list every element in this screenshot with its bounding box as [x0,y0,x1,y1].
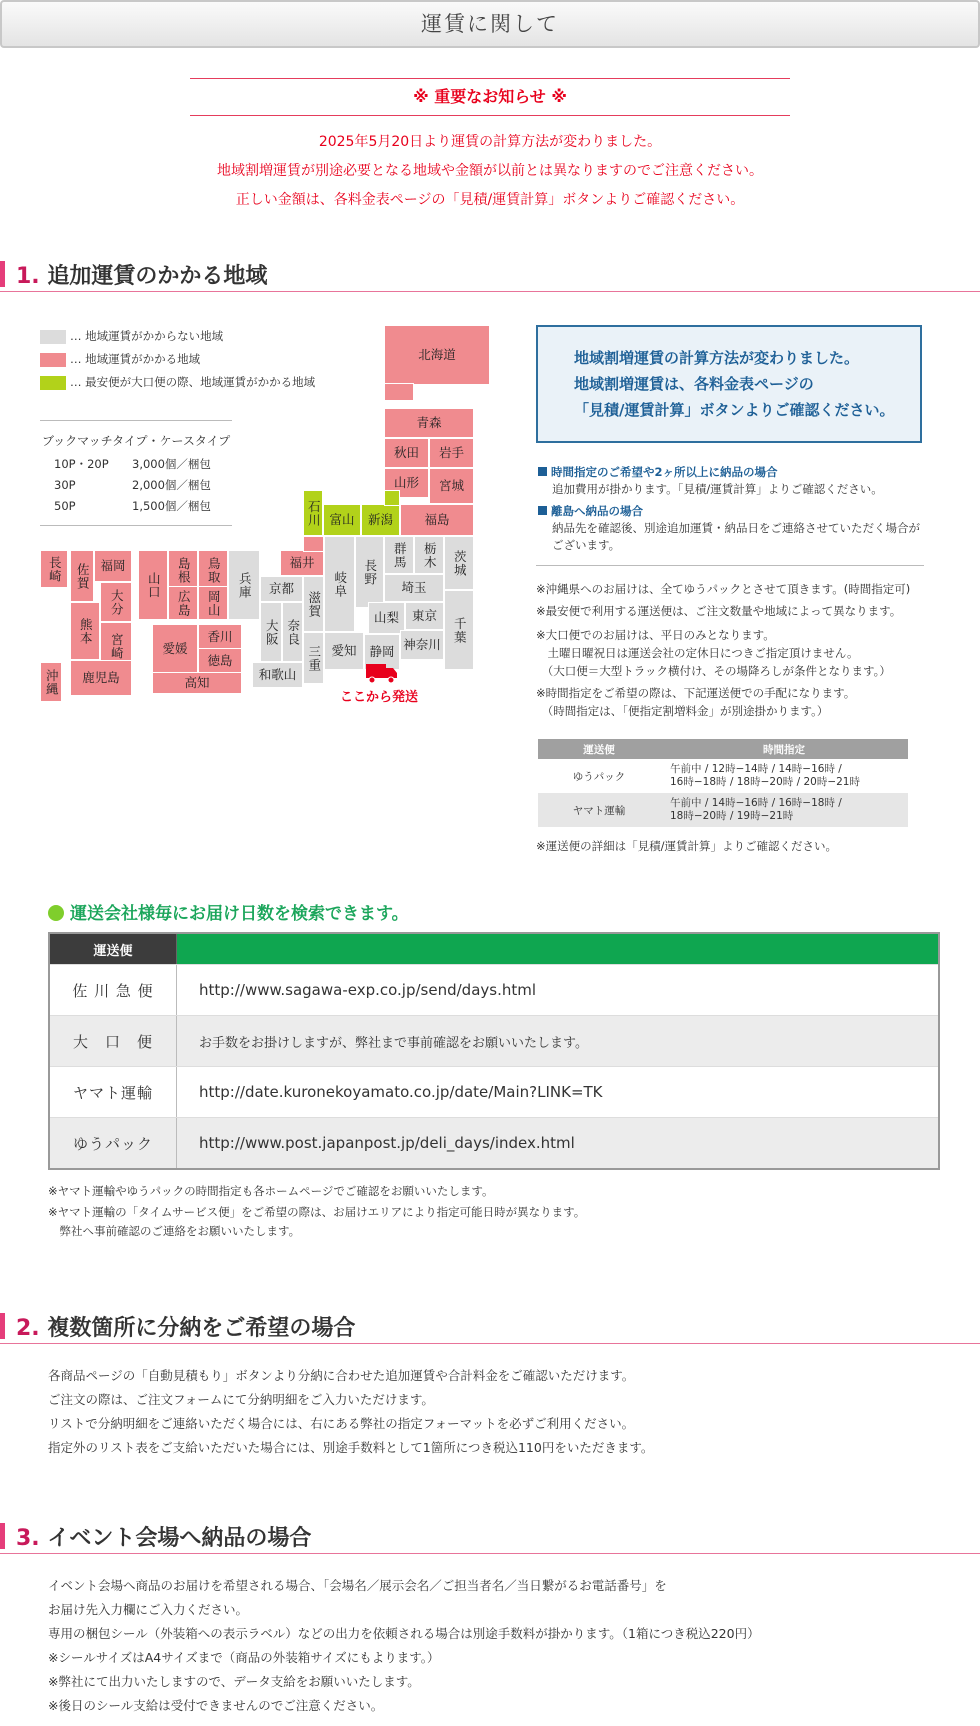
ship-from-label: ここから発送 [340,690,419,705]
pref-hiroshima: 広島 [168,586,198,620]
legend-swatch-green [40,376,66,390]
pref-shiga: 滋賀 [303,576,324,632]
days-header-label: 運送便 [49,933,177,965]
pref-okayama: 岡山 [198,586,228,620]
days-heading: 運送会社様毎にお届け日数を検索できます。 [48,899,409,924]
pref-hokkaido-tail [384,383,414,401]
section-3-body: イベント会場へ商品のお届けを希望される場合、「会場名／展示会名／ご担当者名／当日繋がるお電話番号」を お届け先入力欄にご入力ください。 専用の梱包シール（外装箱への表示ラベル）などの出力を依頼される場合は別途手数料が掛かります。（1箱につき税込220円） ※シールサイズはA4サイズまで（商品の外装箱サイズにもよります。） ※弊社にて出力いたしますので、データ支給をお願いいたします。 ※後日のシール支給は受付できませんのでご注意ください。 [48,1578,760,1713]
notice-line-1: 2025年5月20日より運賃の計算方法が変わりました。 [318,134,662,150]
pref-toyama: 富山 [323,504,361,536]
pref-aomori: 青森 [384,408,474,438]
pref-oita: 大分 [100,582,132,622]
days-carrier: 佐 川 急 便 [49,965,177,1016]
time-row-carrier: ヤマト運輸 [538,793,660,827]
pref-nara: 奈良 [282,602,303,662]
square-icon [538,467,547,476]
book-qty-2: 2,000個／梱包 [132,478,211,492]
pref-yamaguchi: 山口 [138,550,168,620]
notice-bottom-rule [190,115,790,116]
book-top-rule [40,420,232,421]
days-carrier: ヤマト運輸 [49,1067,177,1118]
book-bottom-rule [40,525,232,526]
book-size-2: 30P [54,478,76,492]
days-carrier: 大 口 便 [49,1016,177,1067]
book-qty-3: 1,500個／梱包 [132,499,211,513]
notice-title: ※ 重要なお知らせ ※ [413,87,567,106]
legend-swatch-gray [40,330,66,344]
days-info: お手数をお掛けしますが、弊社まで事前確認をお願いいたします。 [177,1016,940,1067]
days-link[interactable]: http://www.post.japanpost.jp/deli_days/index.html [177,1118,940,1170]
pref-kochi: 高知 [152,672,242,694]
info-line-1: 地域割増運賃の計算方法が変わりました。 [574,349,860,367]
info-line-3: 「見積/運賃計算」ボタンよりご確認ください。 [574,401,895,419]
pref-mie: 三重 [303,632,324,684]
pref-ibaraki: 茨城 [444,536,474,590]
legend-swatch-pink [40,353,66,367]
pref-nagasaki: 長崎 [40,550,68,588]
case-1-text: 追加費用が掛かります。「見積/運賃計算」よりご確認ください。 [552,482,883,496]
legend-none: … 地域運賃がかからない地域 [40,328,223,344]
section-1-title: 追加運賃のかかる地域 [47,264,268,289]
case-1-title: 時間指定のご希望や2ヶ所以上に納品の場合 [538,464,778,480]
case-2-text: 納品先を確認後、別途追加運賃・納品日をご連絡させていただく場合がございます。 [552,521,920,552]
pref-yamagata: 山形 [384,468,429,498]
pref-niigata: 新潟 [361,504,400,536]
section-3-header [0,1519,980,1555]
delivery-days-table [48,932,940,1170]
days-link[interactable]: http://www.sagawa-exp.co.jp/send/days.html [177,965,940,1016]
pref-kagawa: 香川 [198,624,242,650]
shipping-notes: ※沖縄県へのお届けは、全てゆうパックとさせて頂きます。(時間指定可) ※最安便で利用する運送便は、ご注文数量や地域によって異なります。 ※大口便でのお届けは、平日のみとなります。 土曜日曜祝日は運送会社の定休日につきご指定頂けません。 （大口便＝大型トラック横付け、その場降ろしが条件となります。） ※時間指定をご希望の際は、下記運送便での手配になります。 （時間指定は、「便指定割増料金」が別途掛かります。） [536,582,911,718]
pref-yamanashi: 山梨 [368,602,405,634]
notice-line-3: 正しい金額は、各料金表ページの「見積/運賃計算」ボタンよりご確認ください。 [235,192,745,208]
pref-tochigi: 栃木 [414,536,444,574]
time-row-times: 午前中 / 12時−14時 / 14時−16時 / 16時−18時 / 18時−20時 / 20時−21時 [670,763,860,788]
pref-akita: 秋田 [384,438,429,468]
pref-hokkaido: 北海道 [384,325,490,385]
pref-ehime: 愛媛 [152,624,198,674]
legend-charge: … 地域運賃がかかる地域 [40,351,200,367]
days-link[interactable]: http://date.kuronekoyamato.co.jp/date/Main?LINK=TK [177,1067,940,1118]
section-2-number: 2. [16,1316,40,1341]
pref-saitama: 埼玉 [384,574,444,602]
pref-shizuoka: 静岡 [364,634,400,670]
pref-tokushima: 徳島 [198,648,242,674]
section-3-number: 3. [16,1526,40,1551]
time-row-carrier: ゆうパック [572,770,626,783]
pref-gifu: 岐阜 [324,536,355,632]
book-size-1: 10P・20P [54,457,109,471]
pref-osaka: 大阪 [260,602,282,662]
pref-niigata-top [384,490,400,506]
days-carrier: ゆうパック [49,1118,177,1170]
truck-icon [366,662,398,684]
time-table-header-carrier: 運送便 [538,739,660,759]
pref-fukui-top [303,536,324,552]
section-1-header [0,257,980,293]
pref-wakayama: 和歌山 [252,662,303,688]
pref-miyagi: 宮城 [429,468,474,504]
pref-miyazaki: 宮崎 [100,622,132,670]
square-icon [538,506,547,515]
pref-saga: 佐賀 [70,550,94,602]
pref-ishikawa: 石川 [303,490,323,536]
pref-fukui: 福井 [280,550,324,576]
pref-fukuoka: 福岡 [94,550,132,582]
notes-rule [536,565,924,566]
time-table [538,739,908,827]
section-3-title: イベント会場へ納品の場合 [47,1526,312,1551]
time-row-times: 午前中 / 14時−16時 / 16時−18時 / 18時−20時 / 19時−21時 [660,793,908,827]
pref-shimane: 島根 [168,550,198,590]
case-2-title: 離島へ納品の場合 [538,503,643,519]
pref-hyogo: 兵庫 [228,550,260,620]
info-line-2: 地域割増運賃は、各料金表ページの [574,375,814,393]
section-2-body: 各商品ページの「自動見積もり」ボタンより分納に合わせた追加運賃や合計料金をご確認いただけます。 ご注文の際は、ご注文フォームにて分納明細をご入力いただけます。 リストで分納明細をご連絡いただく場合には、右にある弊社の指定フォーマットを必ずご利用ください。 指定外のリスト表をご支給いただいた場合には、別途手数料として1箇所につき税込110円をいただきます。 [48,1368,654,1455]
pref-iwate: 岩手 [429,438,474,468]
pref-kanagawa: 神奈川 [400,630,444,660]
book-qty-1: 3,000個／梱包 [132,457,211,471]
notice-top-rule [190,78,790,79]
info-box [536,325,922,443]
section-2-header [0,1309,980,1345]
pref-fukushima: 福島 [400,504,474,536]
pref-aichi: 愛知 [324,632,364,670]
pref-kagoshima: 鹿児島 [70,660,132,696]
section-1-number: 1. [16,264,40,289]
pref-tokyo: 東京 [405,602,444,630]
days-notes: ※ヤマト運輸やゆうパックの時間指定も各ホームページでご確認をお願いいたします。 ※ヤマト運輸の「タイムサービス便」をご希望の際は、お届けエリアにより指定可能日時が異なります。 弊社へ事前確認のご連絡をお願いいたします。 [48,1184,586,1238]
pref-chiba: 千葉 [444,590,474,670]
notice-line-2: 地域割増運賃が別途必要となる地域や金額が以前とは異なりますのでご注意ください。 [217,163,763,179]
pref-kyoto: 京都 [260,576,303,602]
book-title: ブックマッチタイプ・ケースタイプ [42,434,231,448]
green-dot-icon [48,905,64,921]
legend-bulk: … 最安便が大口便の際、地域運賃がかかる地域 [40,374,315,390]
book-size-3: 50P [54,499,76,513]
pref-gunma: 群馬 [384,536,414,574]
pref-tottori: 鳥取 [198,550,228,590]
time-table-note: ※運送便の詳細は「見積/運賃計算」よりご確認ください。 [536,839,838,853]
pref-nagano: 長野 [355,536,384,608]
pref-okinawa: 沖縄 [40,662,62,702]
section-2-title: 複数箇所に分納をご希望の場合 [47,1316,356,1341]
pref-kumamoto: 熊本 [70,602,100,660]
days-header-bar [177,933,940,965]
time-table-header-time: 時間指定 [660,739,908,759]
page-title: 運賃に関して [0,0,980,48]
